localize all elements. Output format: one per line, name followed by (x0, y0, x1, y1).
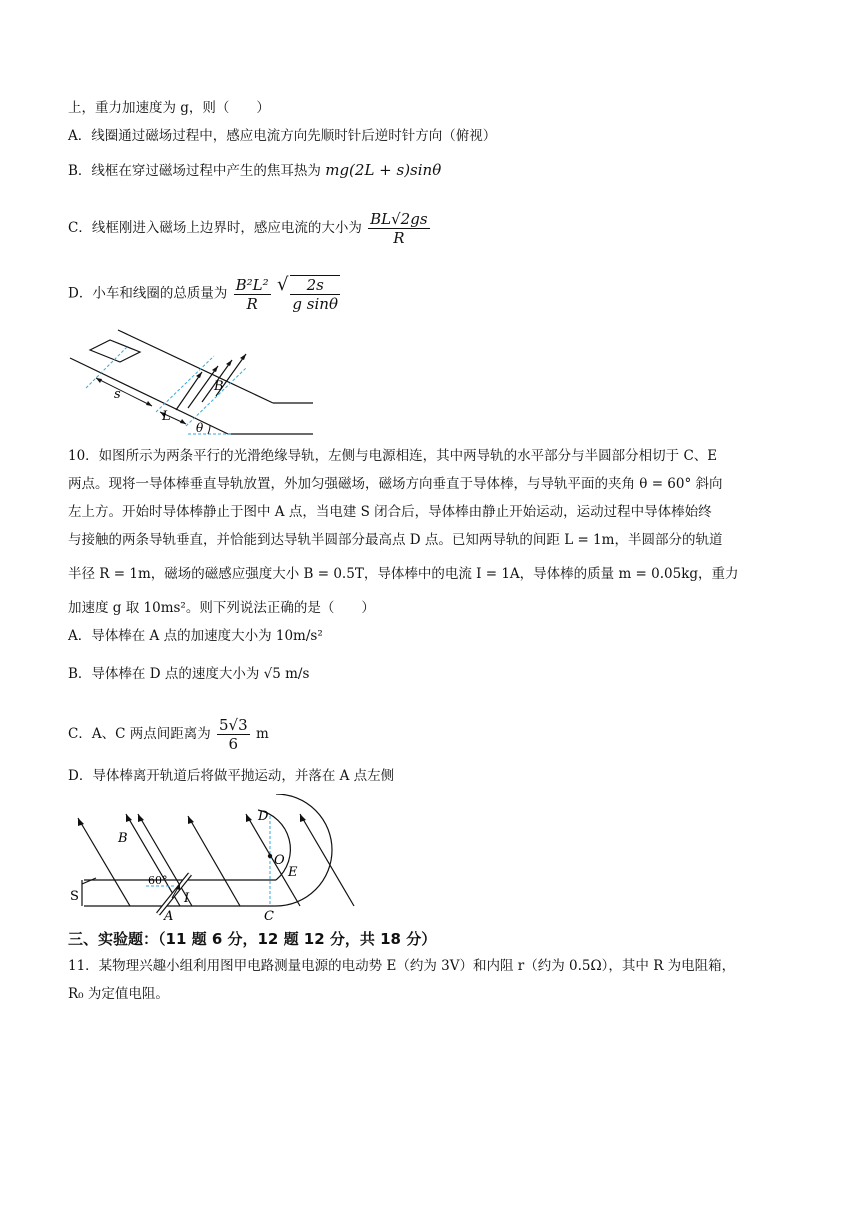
q9-option-c-denominator: R (393, 229, 405, 247)
q9-option-b-text: B．线框在穿过磁场过程中产生的焦耳热为 (68, 163, 321, 179)
q10-line-3: 左上方。开始时导体棒静止于图中 A 点，当电建 S 闭合后，导体棒由静止开始运动，运动过程中导体棒始终 (68, 504, 712, 520)
q9-fig-label-s: s (114, 387, 121, 402)
q9-option-c-fraction (368, 210, 429, 247)
q9-option-d-numerator-1: B²L² (235, 275, 269, 294)
q9-option-a: A．线圈通过磁场过程中，感应电流方向先顺时针后逆时针方向（俯视） (68, 128, 497, 144)
q9-fig-label-L: L (162, 409, 171, 424)
q9-incline-figure (68, 328, 318, 440)
section-3-title: 三、实验题：（11 题 6 分，12 题 12 分，共 18 分） (68, 930, 437, 948)
q9-option-b (68, 160, 441, 181)
q9-intro: 上，重力加速度为 g，则（ ） (68, 100, 270, 116)
q9-option-d-denominator-2: g sinθ (292, 295, 338, 313)
q11-line-2: R₀ 为定值电阻。 (68, 986, 169, 1002)
q9-option-c (68, 210, 432, 247)
q10-fig-label-C: C (264, 909, 274, 922)
q11-line-1: 11．某物理兴趣小组利用图甲电路测量电源的电动势 E（约为 3V）和内阻 r（约为 0.5Ω），其中 R 为电阻箱， (68, 958, 736, 974)
q10-option-c-fraction (217, 716, 250, 753)
q10-fig-label-D: D (258, 809, 269, 824)
q10-line-2: 两点。现将一导体棒垂直导轨放置，外加匀强磁场，磁场方向垂直于导体棒，与导轨平面的夹角 θ = 60° 斜向 (68, 476, 723, 492)
q10-fig-label-A: A (164, 909, 174, 922)
q9-option-c-text: C．线框刚进入磁场上边界时，感应电流的大小为 (68, 220, 362, 236)
q10-line-5: 半径 R = 1m，磁场的磁感应强度大小 B = 0.5T，导体棒中的电流 I = 1A，导体棒的质量 m = 0.05kg，重力 (68, 566, 739, 582)
q9-option-d (68, 275, 342, 313)
q9-option-c-numerator: BL√2gs (370, 210, 428, 228)
q9-fig-label-B: B (214, 379, 224, 394)
q10-option-c-numerator: 5√3 (219, 716, 248, 734)
q10-option-c-denominator: 6 (228, 735, 239, 753)
q10-option-d: D．导体棒离开轨道后将做平抛运动，并落在 A 点左侧 (68, 768, 395, 784)
q9-fig-label-theta: θ (196, 421, 204, 435)
sqrt-sign: √ (276, 274, 289, 295)
q10-option-b: B．导体棒在 D 点的速度大小为 √5 m/s (68, 666, 310, 682)
q10-fig-label-E: E (288, 865, 298, 880)
q10-fig-label-S: S (70, 889, 79, 904)
q10-line-6: 加速度 g 取 10ms²。则下列说法正确的是（ ） (68, 600, 375, 616)
q10-option-c (68, 716, 269, 753)
q9-option-d-denominator-1: R (246, 294, 258, 313)
q9-option-d-fraction-1 (234, 276, 271, 313)
q10-fig-label-angle: 60° (148, 874, 168, 887)
q10-line-1: 10．如图所示为两条平行的光滑绝缘导轨，左侧与电源相连，其中两导轨的水平部分与半圆部分相切于 C、E (68, 448, 718, 464)
q10-rail-figure (68, 794, 368, 922)
q9-option-d-text: D．小车和线圈的总质量为 (68, 285, 228, 302)
q10-option-c-unit: m (255, 726, 269, 742)
q10-fig-label-O: O (274, 853, 285, 868)
q9-option-b-math: mg(2L + s)sinθ (325, 161, 442, 179)
q10-fig-label-I: I (184, 891, 190, 906)
q10-fig-label-B: B (118, 831, 128, 846)
q9-option-d-fraction-2 (290, 275, 340, 313)
q10-option-a: A．导体棒在 A 点的加速度大小为 10m/s² (68, 628, 323, 644)
q10-option-c-text: C．A、C 两点间距离为 (68, 726, 211, 742)
q9-option-d-numerator-2: 2s (290, 276, 340, 295)
q10-line-4: 与接触的两条导轨垂直，并恰能到达导轨半圆部分最高点 D 点。已知两导轨的间距 L = 1m，半圆部分的轨道 (68, 532, 723, 548)
